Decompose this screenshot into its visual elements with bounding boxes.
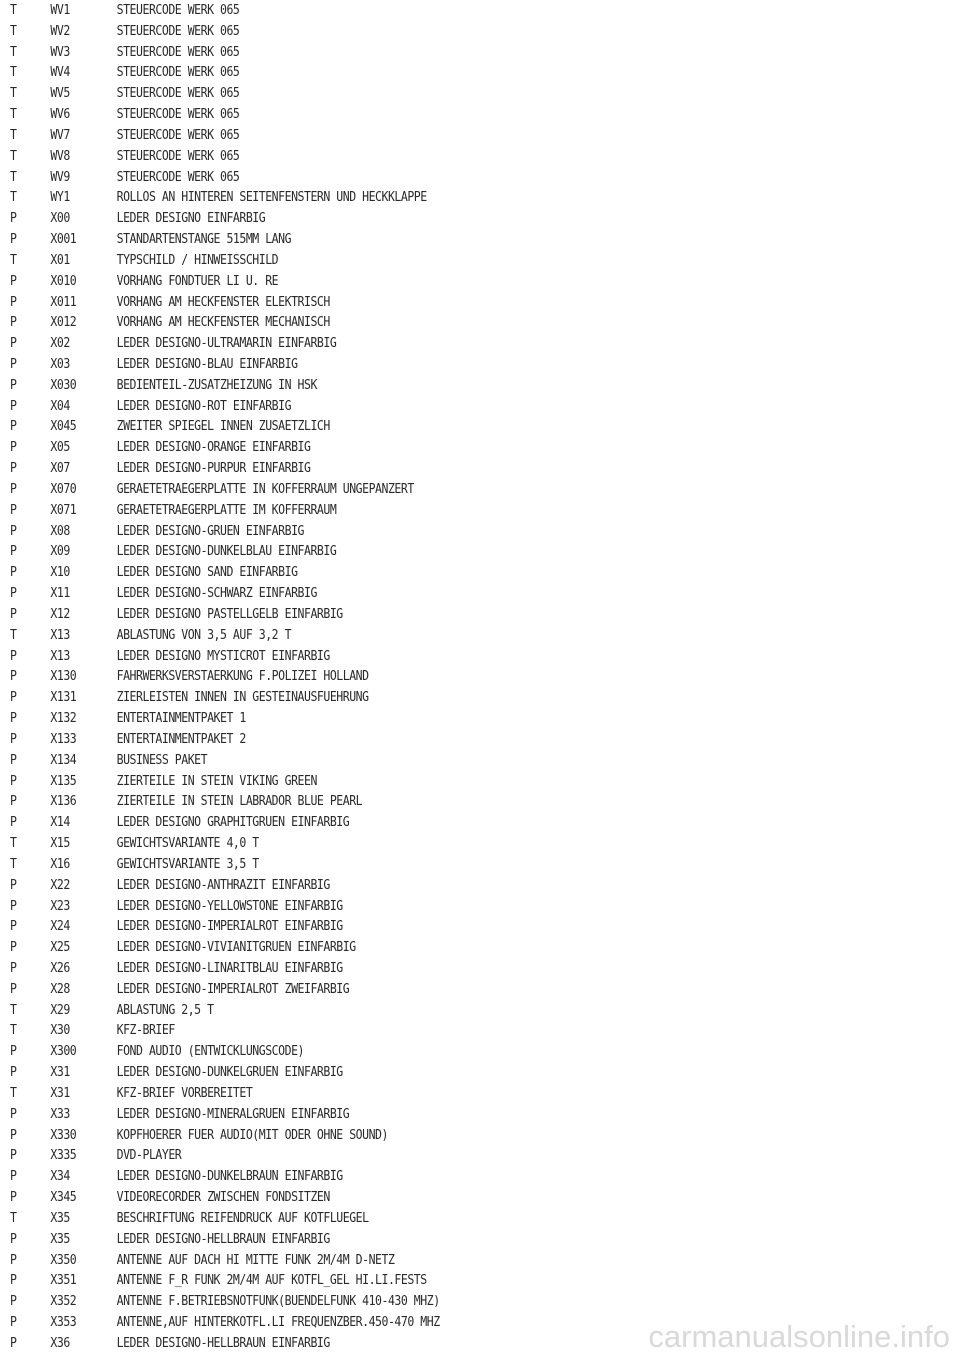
list-item [10,1104,818,1125]
list-item [10,1000,818,1021]
code-type: P [10,898,17,914]
option-code: X30 [50,1023,70,1039]
option-description: VIDEORECORDER ZWISCHEN FONDSITZEN [116,1190,330,1206]
code-type: P [10,273,17,289]
code-type: P [10,1231,17,1247]
code-type: P [10,377,17,393]
code-type: P [10,232,17,248]
list-item [10,250,818,271]
code-type: P [10,961,17,976]
option-code: X030 [50,377,77,393]
list-item [10,771,818,792]
list-item [10,750,818,771]
list-item [10,1125,818,1146]
option-code: X351 [50,1273,77,1289]
list-item [10,583,818,604]
list-item [10,271,818,292]
list-item [10,1146,818,1167]
list-item [10,625,818,646]
option-description: STANDARTENSTANGE 515MM LANG [116,232,292,248]
code-type: P [10,1148,17,1164]
option-code: WV2 [50,23,70,39]
code-type: P [10,586,17,602]
option-description: LEDER DESIGNO-IMPERIALROT ZWEIFARBIG [116,981,350,997]
option-code: X070 [50,481,77,497]
option-description: GEWICHTSVARIANTE 3,5 T [116,856,259,872]
option-description: LEDER DESIGNO-DUNKELGRUEN EINFARBIG [116,1065,343,1081]
list-item [10,1250,818,1271]
list-item [10,1062,818,1083]
option-code: WV1 [50,2,70,18]
option-code: X350 [50,1252,77,1268]
option-description: ABLASTUNG 2,5 T [116,1002,214,1018]
option-description: ANTENNE F.BETRIEBSNOTFUNK(BUENDELFUNK 410-430 MHZ) [116,1294,440,1310]
option-code: X335 [50,1148,77,1164]
list-item [10,687,818,708]
code-type: P [10,1315,17,1331]
option-description: ZIERTEILE IN STEIN VIKING GREEN [116,773,317,789]
option-description: BESCHRIFTUNG REIFENDRUCK AUF KOTFLUEGEL [116,1210,369,1226]
option-description: LEDER DESIGNO-HELLBRAUN EINFARBIG [116,1335,330,1351]
option-description: ZIERLEISTEN INNEN IN GESTEINAUSFUEHRUNG [116,690,369,706]
option-description: LEDER DESIGNO-MINERALGRUEN EINFARBIG [116,1106,350,1122]
option-code: WV9 [50,169,70,185]
list-item [10,42,818,63]
option-code: X136 [50,794,77,810]
list-item [10,208,818,229]
option-code: X08 [50,523,70,539]
code-type: P [10,461,17,477]
option-description: STEUERCODE WERK 065 [116,2,240,18]
option-description: STEUERCODE WERK 065 [116,148,240,164]
option-description: LEDER DESIGNO-HELLBRAUN EINFARBIG [116,1231,330,1247]
code-type: P [10,1252,17,1268]
code-type: P [10,1044,17,1060]
option-description: LEDER DESIGNO EINFARBIG [116,211,266,227]
list-item [10,62,818,83]
option-description: LEDER DESIGNO-BLAU EINFARBIG [116,356,298,372]
code-type: P [10,419,17,435]
list-item [10,1229,818,1250]
option-code: X011 [50,294,77,310]
option-description: STEUERCODE WERK 065 [116,86,240,102]
option-description: TYPSCHILD / HINWEISSCHILD [116,252,279,268]
option-description: KOPFHOERER FUER AUDIO(MIT ODER OHNE SOUND) [116,1127,388,1143]
list-item [10,1166,818,1187]
option-code: X345 [50,1190,77,1206]
list-item [10,667,818,688]
option-description: LEDER DESIGNO-DUNKELBLAU EINFARBIG [116,544,337,560]
list-item [10,979,818,1000]
option-code: WY1 [50,190,70,206]
list-item [10,417,818,438]
option-description: LEDER DESIGNO-YELLOWSTONE EINFARBIG [116,898,343,914]
option-code: WV4 [50,65,70,81]
option-code: X11 [50,586,70,602]
option-code: X35 [50,1231,70,1247]
option-code: X23 [50,898,70,914]
option-code: X34 [50,1169,70,1185]
code-type: T [10,856,17,872]
code-type: P [10,356,17,372]
option-description: STEUERCODE WERK 065 [116,169,240,185]
option-description: BUSINESS PAKET [116,752,208,768]
option-description: BEDIENTEIL-ZUSATZHEIZUNG IN HSK [116,377,317,393]
option-code: X29 [50,1002,70,1018]
option-description: KFZ-BRIEF VORBEREITET [116,1085,253,1101]
code-type: P [10,1273,17,1289]
code-type: P [10,919,17,935]
code-type: T [10,836,17,852]
code-type: P [10,606,17,622]
code-type: T [10,148,17,164]
code-type: P [10,877,17,893]
code-type: T [10,1023,17,1039]
list-item [10,396,818,417]
option-code: X352 [50,1294,77,1310]
code-type: P [10,940,17,956]
code-type: P [10,731,17,747]
list-item [10,542,818,563]
list-item [10,437,818,458]
code-type: P [10,981,17,997]
option-code: X300 [50,1044,77,1060]
list-item [10,312,818,333]
option-code: X31 [50,1065,70,1081]
list-item [10,791,818,812]
option-description: VORHANG AM HECKFENSTER ELEKTRISCH [116,294,330,310]
option-code: X130 [50,669,77,685]
option-code: X03 [50,356,70,372]
list-item [10,1208,818,1229]
list-item [10,458,818,479]
option-description: ANTENNE,AUF HINTERKOTFL.LI FREQUENZBER.450-470 MHZ [116,1315,440,1331]
option-description: LEDER DESIGNO MYSTICROT EINFARBIG [116,648,330,664]
code-type: T [10,1085,17,1101]
option-description: ZWEITER SPIEGEL INNEN ZUSAETZLICH [116,419,330,435]
option-code: X01 [50,252,70,268]
option-code: X10 [50,565,70,581]
option-description: LEDER DESIGNO-VIVIANITGRUEN EINFARBIG [116,940,356,956]
option-description: LEDER DESIGNO-LINARITBLAU EINFARBIG [116,961,343,976]
option-code: X012 [50,315,77,331]
option-description: ANTENNE AUF DACH HI MITTE FUNK 2M/4M D-NETZ [116,1252,395,1268]
option-code: X28 [50,981,70,997]
option-description: ENTERTAINMENTPAKET 2 [116,731,246,747]
list-item [10,521,818,542]
list-item [10,500,818,521]
option-code: X010 [50,273,77,289]
code-type: P [10,1190,17,1206]
list-item [10,646,818,667]
list-item [10,562,818,583]
option-code: X07 [50,461,70,477]
list-item [10,354,818,375]
option-code: X071 [50,502,77,518]
option-code: X13 [50,627,70,643]
list-item [10,854,818,875]
list-item [10,896,818,917]
option-code: X14 [50,815,70,831]
option-code: X131 [50,690,77,706]
option-description: ZIERTEILE IN STEIN LABRADOR BLUE PEARL [116,794,363,810]
option-code: X09 [50,544,70,560]
option-code: X36 [50,1335,70,1351]
option-description: STEUERCODE WERK 065 [116,65,240,81]
code-type: P [10,211,17,227]
list-item [10,1083,818,1104]
option-description: DVD-PLAYER [116,1148,182,1164]
option-code: X134 [50,752,77,768]
option-code: WV8 [50,148,70,164]
option-code: X13 [50,648,70,664]
list-item [10,21,818,42]
code-type: P [10,669,17,685]
option-code: X133 [50,731,77,747]
code-type: T [10,65,17,81]
code-type: T [10,86,17,102]
list-item [10,125,818,146]
option-description: LEDER DESIGNO-ROT EINFARBIG [116,398,292,414]
option-description: STEUERCODE WERK 065 [116,107,240,123]
list-item [10,104,818,125]
option-code: X16 [50,856,70,872]
list-item [10,708,818,729]
code-type: P [10,1106,17,1122]
option-code: X15 [50,836,70,852]
code-list [10,0,950,1354]
option-code: X33 [50,1106,70,1122]
list-item [10,187,818,208]
list-item [10,83,818,104]
option-description: LEDER DESIGNO GRAPHITGRUEN EINFARBIG [116,815,350,831]
option-description: STEUERCODE WERK 065 [116,127,240,143]
option-description: LEDER DESIGNO-ANTHRAZIT EINFARBIG [116,877,330,893]
list-item [10,937,818,958]
code-type: P [10,481,17,497]
code-type: T [10,190,17,206]
code-type: T [10,44,17,60]
list-item [10,0,818,21]
option-code: X12 [50,606,70,622]
option-description: LEDER DESIGNO-PURPUR EINFARBIG [116,461,311,477]
option-code: X001 [50,232,77,248]
list-item [10,333,818,354]
code-type: T [10,1002,17,1018]
list-item [10,729,818,750]
option-description: LEDER DESIGNO-GRUEN EINFARBIG [116,523,304,539]
code-type: T [10,23,17,39]
list-item [10,292,818,313]
option-code: X135 [50,773,77,789]
list-item [10,1021,818,1042]
list-item [10,479,818,500]
option-code: WV5 [50,86,70,102]
list-item [10,833,818,854]
code-type: P [10,1065,17,1081]
code-type: P [10,565,17,581]
option-description: STEUERCODE WERK 065 [116,23,240,39]
option-code: X00 [50,211,70,227]
code-type: T [10,627,17,643]
list-item [10,146,818,167]
option-description: VORHANG AM HECKFENSTER MECHANISCH [116,315,330,331]
option-code: WV7 [50,127,70,143]
option-description: LEDER DESIGNO-IMPERIALROT EINFARBIG [116,919,343,935]
option-code: X26 [50,961,70,976]
code-type: P [10,773,17,789]
option-code: X22 [50,877,70,893]
code-type: P [10,1335,17,1351]
code-type: P [10,398,17,414]
option-code: X132 [50,711,77,727]
option-description: GEWICHTSVARIANTE 4,0 T [116,836,259,852]
code-type: T [10,2,17,18]
option-code: WV3 [50,44,70,60]
option-description: VORHANG FONDTUER LI U. RE [116,273,279,289]
option-description: ANTENNE F_R FUNK 2M/4M AUF KOTFL_GEL HI.LI.FESTS [116,1273,427,1289]
code-type: P [10,315,17,331]
code-type: P [10,440,17,456]
option-description: ROLLOS AN HINTEREN SEITENFENSTERN UND HECKKLAPPE [116,190,427,206]
list-item [10,812,818,833]
option-code: X04 [50,398,70,414]
code-type: P [10,544,17,560]
code-type: P [10,794,17,810]
option-code: X31 [50,1085,70,1101]
code-type: T [10,107,17,123]
watermark: carmanualsonline.info [648,1319,950,1354]
list-item [10,375,818,396]
option-code: X353 [50,1315,77,1331]
code-type: P [10,1169,17,1185]
option-code: X25 [50,940,70,956]
list-item [10,1187,818,1208]
code-type: T [10,252,17,268]
option-description: FAHRWERKSVERSTAERKUNG F.POLIZEI HOLLAND [116,669,369,685]
option-code: X330 [50,1127,77,1143]
option-description: ABLASTUNG VON 3,5 AUF 3,2 T [116,627,292,643]
option-code: X05 [50,440,70,456]
code-type: T [10,169,17,185]
list-item [10,604,818,625]
code-type: P [10,1127,17,1143]
code-type: P [10,336,17,352]
list-item [10,875,818,896]
list-item [10,1291,818,1312]
list-item [10,1041,818,1062]
list-item [10,1271,818,1292]
option-description: LEDER DESIGNO SAND EINFARBIG [116,565,298,581]
list-item [10,916,818,937]
code-type: P [10,502,17,518]
list-item [10,167,818,188]
option-description: ENTERTAINMENTPAKET 1 [116,711,246,727]
code-type: T [10,127,17,143]
option-description: FOND AUDIO (ENTWICKLUNGSCODE) [116,1044,304,1060]
option-code: X24 [50,919,70,935]
list-item [10,958,818,979]
option-description: LEDER DESIGNO-DUNKELBRAUN EINFARBIG [116,1169,343,1185]
option-code: X35 [50,1210,70,1226]
list-item [10,229,818,250]
option-description: LEDER DESIGNO PASTELLGELB EINFARBIG [116,606,343,622]
code-type: P [10,523,17,539]
code-type: P [10,815,17,831]
code-type: P [10,752,17,768]
option-description: STEUERCODE WERK 065 [116,44,240,60]
code-type: P [10,648,17,664]
option-description: LEDER DESIGNO-ULTRAMARIN EINFARBIG [116,336,337,352]
code-type: T [10,1210,17,1226]
option-description: GERAETETRAEGERPLATTE IM KOFFERRAUM [116,502,337,518]
code-type: P [10,294,17,310]
code-type: P [10,711,17,727]
option-code: X02 [50,336,70,352]
option-code: WV6 [50,107,70,123]
option-description: LEDER DESIGNO-ORANGE EINFARBIG [116,440,311,456]
option-description: KFZ-BRIEF [116,1023,175,1039]
option-description: LEDER DESIGNO-SCHWARZ EINFARBIG [116,586,317,602]
code-type: P [10,1294,17,1310]
code-type: P [10,690,17,706]
option-code: X045 [50,419,77,435]
option-description: GERAETETRAEGERPLATTE IN KOFFERRAUM UNGEPANZERT [116,481,414,497]
